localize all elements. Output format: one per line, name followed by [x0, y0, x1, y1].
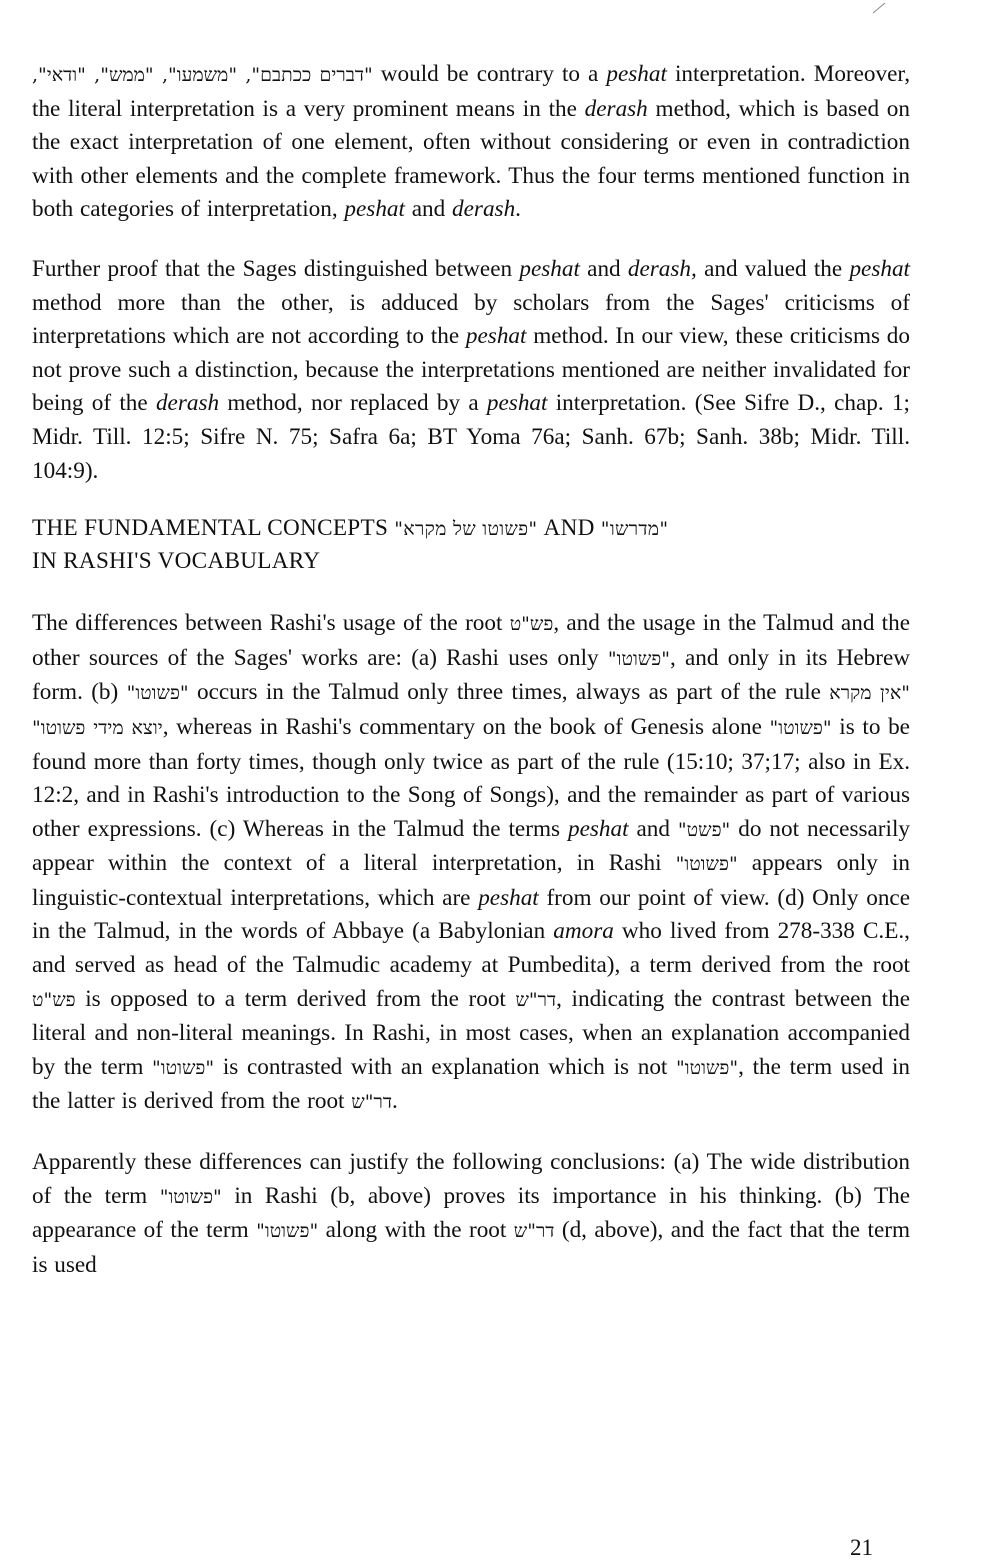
section-heading-line-1: THE FUNDAMENTAL CONCEPTS "פשוטו של מקרא" AND "מדרשו" — [32, 515, 669, 542]
paragraph-3: The differences between Rashi's usage of the root פש"ט, and the usage in the Talmud and the other sources of the Sages' works are: (a) Rashi uses only "פשוטו", and only in its Hebrew form. (b) "פשוטו" occurs in the Talmud only three times, always as part of the rule "אין מקרא יוצא מידי פשוטו", whereas in Rashi's commentary on the book of Genesis alone "פשוטו" is to be found more than forty times, though only twice as part of the rule (15:10; 37;17; also in Ex. 12:2, and in Rashi's introduction to the Song of Songs), and the remainder as part of various other expressions. (c) Whereas in the Talmud the terms peshat and "פשט" do not necessarily appear within the context of a literal interpretation, in Rashi "פשוטו" appears only in linguistic-contextual interpretations, which are peshat from our point of view. (d) Only once in the Talmud, in the words of Abbaye (a Babylonian amora who lived from 278-338 C.E., and served as head of the Talmudic academy at Pumbedita), a term derived from the root פש"ט is opposed to a term derived from the root דר"ש, indicating the contrast between the literal and non-literal meanings. In Rashi, in most cases, when an explanation accompanied by the term "פשוטו" is contrasted with an explanation which is not "פשוטו", the term used in the latter is derived from the root דר"ש. — [32, 610, 911, 1115]
page-body — [32, 58, 910, 1282]
paragraph-4: Apparently these differences can justify the following conclusions: (a) The wide distribution of the term "פשוטו" in Rashi (b, above) proves its importance in his thinking. (b) The appearance of the term "פשוטו" along with the root דר"ש (d, above), and the fact that the term is used — [32, 1149, 911, 1278]
section-heading — [32, 512, 910, 577]
paragraph-1: "דברים ככתבם", "משמעו", "ממש", "ודאי", would be contrary to a peshat interpretation. Moreover, the literal interpretation is a very prominent means in the derash method, which is based on the exact interpretation of one element, often without considering or even in contradiction with other elements and the complete framework. Thus the four terms mentioned function in both categories of interpretation, peshat and derash. — [32, 61, 910, 223]
pencil-mark — [872, 2, 886, 14]
section-heading-line-2: IN RASHI'S VOCABULARY — [32, 548, 321, 575]
paragraph-2: Further proof that the Sages distinguished between peshat and derash, and valued the peshat method more than the other, is adduced by scholars from the Sages' criticisms of interpretations which are not according to the peshat method. In our view, these criticisms do not prove such a distinction, because the interpretations mentioned are neither invalidated for being of the derash method, nor replaced by a peshat interpretation. (See Sifre D., chap. 1; Midr. Till. 12:5; Sifre N. 75; Safra 6a; BT Yoma 76a; Sanh. 67b; Sanh. 38b; Midr. Till. 104:9). — [32, 255, 910, 484]
hebrew-terms: "דברים ככתבם", "משמעו", "ממש", "ודאי", — [32, 64, 373, 86]
page-number: 21 — [850, 1535, 873, 1560]
